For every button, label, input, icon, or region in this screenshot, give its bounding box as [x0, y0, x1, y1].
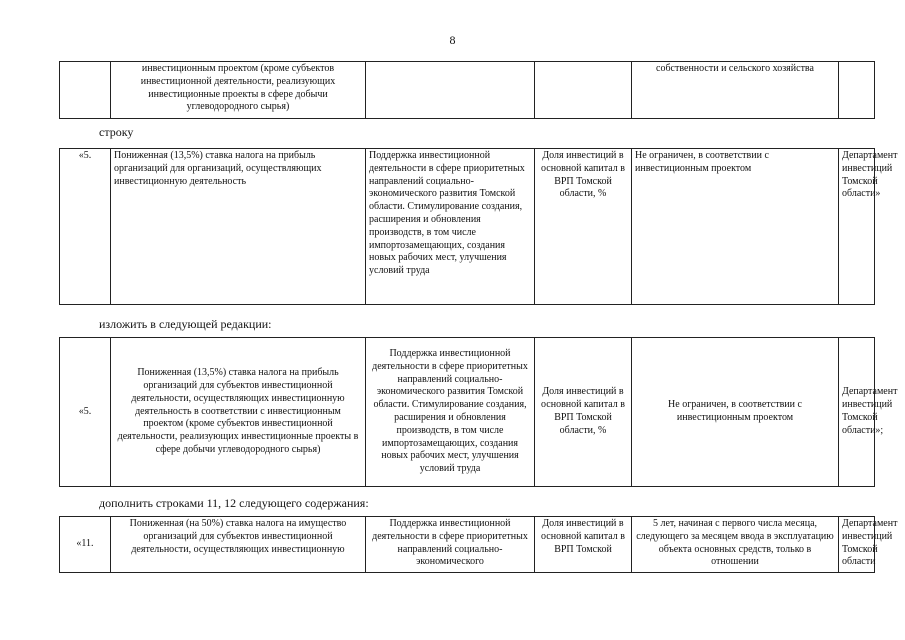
table-row	[60, 149, 875, 305]
cell-curator: Департамент инвестиций Томской области	[839, 517, 875, 573]
cell-period: 5 лет, начиная с первого числа месяца, следующего за месяцем ввода в эксплуатацию объекта основных средств, только в отношении	[632, 517, 839, 573]
cell-goal	[366, 62, 535, 119]
table-row-5-new	[59, 337, 898, 487]
paragraph-line: строку	[99, 125, 134, 139]
cell-period: собственности и сельского хозяйства	[632, 62, 839, 119]
cell-num	[60, 62, 111, 119]
cell-name: инвестиционным проектом (кроме субъектов инвестиционной деятельности, реализующих инвестиционные проекты в сфере добычи углеводородного сырья)	[111, 62, 366, 119]
table-top-fragment	[59, 61, 875, 119]
table-row	[60, 517, 875, 573]
cell-name: Пониженная (на 50%) ставка налога на имущество организаций для субъектов инвестиционной деятельности, осуществляющих инвестиционную	[111, 517, 366, 573]
cell-curator	[839, 62, 875, 119]
paragraph-line: дополнить строками 11, 12 следующего содержания:	[99, 496, 369, 510]
cell-goal: Поддержка инвестиционной деятельности в сфере приоритетных направлений социально-экономического	[366, 517, 535, 573]
cell-goal: Поддержка инвестиционной деятельности в сфере приоритетных направлений социально-экономического развития Томской области. Стимулирование создания, расширения и обновления производств, в том числе импортозамещающих, создания новых рабочих мест, улучшения условий труда	[366, 338, 535, 487]
cell-name: Пониженная (13,5%) ставка налога на прибыль организаций для субъектов инвестиционной деятельности, осуществляющих инвестиционную деятельность в соответствии с инвестиционным проектом (кроме субъектов инвестиционной деятельности, реализующих инвестиционные проекты в сфере добычи углеводородного сырья)	[111, 338, 366, 487]
cell-indicator: Доля инвестиций в основной капитал в ВРП Томской области, %	[535, 149, 632, 305]
cell-period: Не ограничен, в соответствии с инвестиционным проектом	[632, 338, 839, 487]
cell-indicator: Доля инвестиций в основной капитал в ВРП Томской	[535, 517, 632, 573]
page-number: 8	[449, 33, 456, 47]
cell-curator: Департамент инвестиций Томской области»	[839, 149, 875, 305]
cell-num: «11.	[60, 517, 111, 573]
cell-indicator: Доля инвестиций в основной капитал в ВРП Томской области, %	[535, 338, 632, 487]
cell-indicator	[535, 62, 632, 119]
cell-period: Не ограничен, в соответствии с инвестиционным проектом	[632, 149, 839, 305]
paragraph-line: изложить в следующей редакции:	[99, 317, 272, 331]
cell-goal: Поддержка инвестиционной деятельности в сфере приоритетных направлений социально-экономического развития Томской области. Стимулирование создания, расширения и обновления производств, в том числе импортозамещающих, создания новых рабочих мест, улучшения условий труда	[366, 149, 535, 305]
cell-num: «5.	[60, 149, 111, 305]
table-row	[60, 338, 875, 487]
cell-num: «5.	[60, 338, 111, 487]
table-row	[60, 62, 875, 119]
table-row-5-old	[59, 148, 898, 305]
cell-curator: Департамент инвестиций Томской области»;	[839, 338, 875, 487]
table-row-11	[59, 516, 898, 573]
cell-name: Пониженная (13,5%) ставка налога на прибыль организаций для организаций, осуществляющих инвестиционную деятельность	[111, 149, 366, 305]
